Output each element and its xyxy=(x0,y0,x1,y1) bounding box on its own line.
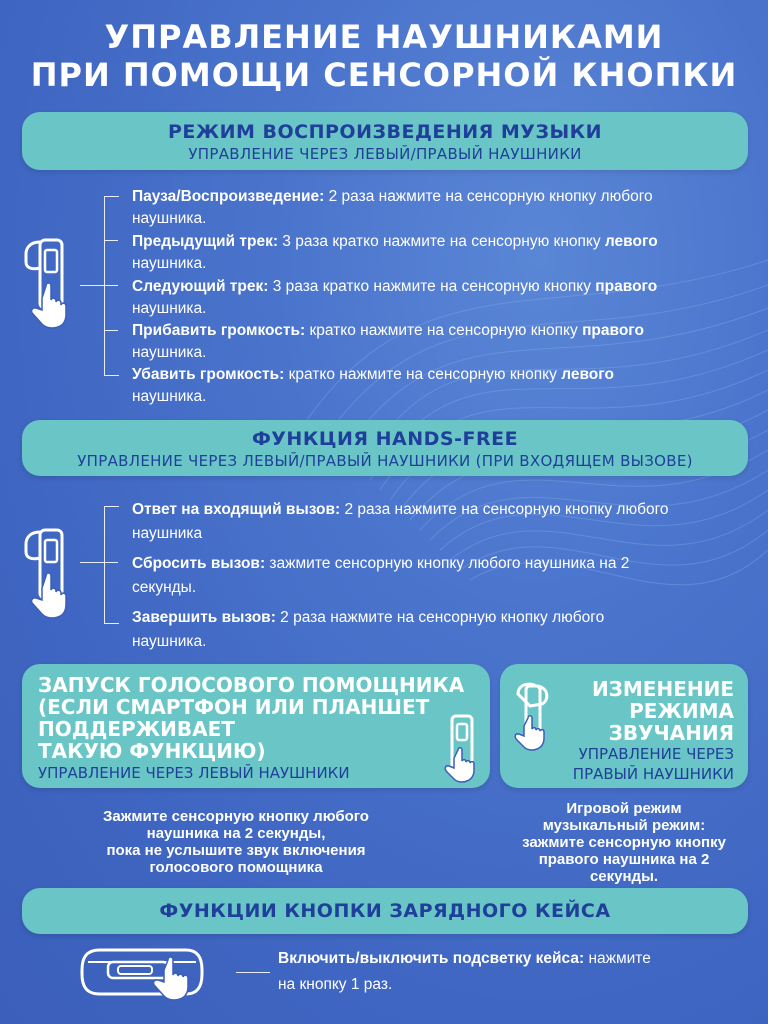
sound-mode-subtitle-line: УПРАВЛЕНИЕ ЧЕРЕЗ xyxy=(578,745,734,763)
voice-assistant-note-line: Зажмите сенсорную кнопку любого xyxy=(103,808,369,825)
handsfree-item-text: 2 раза нажмите на сенсорную кнопку любого xyxy=(275,609,605,626)
sound-mode-note-line: правого наушника на 2 xyxy=(538,851,710,868)
handsfree-item-cont: секунды. xyxy=(132,579,197,596)
voice-assistant-title-line: ТАКУЮ ФУНКЦИЮ) xyxy=(38,739,266,763)
handsfree-item-reject xyxy=(132,552,752,606)
case-item-label: Включить/выключить подсветку кейса: xyxy=(278,950,585,967)
music-item-text: 2 раза нажмите на сенсорную кнопку любого xyxy=(324,188,653,205)
voice-assistant-note xyxy=(56,808,416,876)
sound-mode-note xyxy=(500,800,748,885)
music-item-cont: наушника. xyxy=(132,210,207,227)
music-item-vol-up xyxy=(132,320,752,364)
sound-mode-note-line: Игровой режим xyxy=(566,800,682,817)
sound-mode-box xyxy=(500,664,748,788)
music-item-cont: наушника. xyxy=(132,388,207,405)
handsfree-item-text: зажмите сенсорную кнопку любого наушника на 2 xyxy=(265,555,630,572)
music-item-label: Предыдущий трек: xyxy=(132,233,278,250)
case-title: ФУНКЦИИ КНОПКИ ЗАРЯДНОГО КЕЙСА xyxy=(159,900,611,922)
handsfree-item-answer xyxy=(132,498,752,552)
handsfree-item-end xyxy=(132,606,752,660)
music-item-emph: левого xyxy=(561,366,614,383)
handsfree-item-label: Сбросить вызов: xyxy=(132,555,266,572)
sound-mode-note-line: секунды. xyxy=(589,868,659,885)
earbud-touch-icon xyxy=(438,714,486,784)
music-mode-title: РЕЖИМ ВОСПРОИЗВЕДЕНИЯ МУЗЫКИ xyxy=(167,121,603,143)
earbud-touch-icon xyxy=(22,526,80,622)
sound-mode-note-line: музыкальный режим: xyxy=(542,817,706,834)
sound-mode-title-line: ИЗМЕНЕНИЕ xyxy=(591,677,734,701)
handsfree-item-label: Завершить вызов: xyxy=(132,609,276,626)
music-item-label: Пауза/Воспроизведение: xyxy=(132,188,325,205)
hand-pointer-icon xyxy=(445,748,474,782)
music-bracket-tick xyxy=(104,240,118,241)
handsfree-connector xyxy=(80,562,104,563)
handsfree-item-label: Ответ на входящий вызов: xyxy=(132,501,341,518)
music-mode-subtitle: УПРАВЛЕНИЕ ЧЕРЕЗ ЛЕВЫЙ/ПРАВЫЙ НАУШНИКИ xyxy=(188,145,582,163)
music-item-cont: наушника. xyxy=(132,300,207,317)
sound-mode-title-line: ЗВУЧАНИЯ xyxy=(608,721,734,745)
sound-mode-subtitle-line: ПРАВЫЙ НАУШНИКИ xyxy=(572,765,734,783)
voice-assistant-note-line: наушника на 2 секунды, xyxy=(146,825,326,842)
music-bracket-tick xyxy=(104,285,118,286)
page-title xyxy=(0,18,768,94)
music-item-text: 3 раза кратко нажмите на сенсорную кнопку xyxy=(278,233,605,250)
handsfree-subtitle: УПРАВЛЕНИЕ ЧЕРЕЗ ЛЕВЫЙ/ПРАВЫЙ НАУШНИКИ (ПРИ ВХОДЯЩЕМ ВЫЗОВЕ) xyxy=(77,452,693,470)
handsfree-header xyxy=(22,420,748,476)
case-header xyxy=(22,888,748,934)
handsfree-controls-list xyxy=(132,498,752,660)
music-item-vol-down xyxy=(132,364,752,408)
case-item-text: нажмите xyxy=(584,950,651,967)
music-item-cont: наушника. xyxy=(132,255,207,272)
music-item-text: 3 раза кратко нажмите на сенсорную кнопку xyxy=(268,278,596,295)
music-item-pause xyxy=(132,186,752,231)
music-controls-list xyxy=(132,186,752,408)
earbud-touch-icon xyxy=(512,678,554,760)
page-title-line1: УПРАВЛЕНИЕ НАУШНИКАМИ xyxy=(104,18,664,56)
voice-assistant-note-line: голосового помощника xyxy=(149,859,323,876)
handsfree-bracket xyxy=(104,506,119,624)
handsfree-title: ФУНКЦИЯ HANDS-FREE xyxy=(251,428,519,450)
music-item-next xyxy=(132,276,752,320)
music-item-prev xyxy=(132,231,752,276)
handsfree-bracket-tick xyxy=(104,562,118,563)
handsfree-item-cont: наушника xyxy=(132,525,203,542)
voice-assistant-subtitle: УПРАВЛЕНИЕ ЧЕРЕЗ ЛЕВЫЙ НАУШНИКИ xyxy=(38,764,350,782)
music-item-emph: правого xyxy=(595,278,658,295)
sound-mode-title-line: РЕЖИМА xyxy=(629,699,734,723)
handsfree-item-cont: наушника. xyxy=(132,633,207,650)
music-item-cont: наушника. xyxy=(132,344,207,361)
case-item-cont: на кнопку 1 раз. xyxy=(278,976,393,993)
music-item-label: Прибавить громкость: xyxy=(132,322,306,339)
music-item-emph: левого xyxy=(604,233,658,250)
music-bracket-tick xyxy=(104,330,118,331)
music-item-text: кратко нажмите на сенсорную кнопку xyxy=(305,322,583,339)
music-connector xyxy=(80,285,104,286)
sound-mode-note-line: зажмите сенсорную кнопку xyxy=(522,834,726,851)
voice-assistant-title-line: ЗАПУСК ГОЛОСОВОГО ПОМОЩНИКА xyxy=(38,673,465,697)
music-mode-header xyxy=(22,112,748,170)
voice-assistant-title-line: ПОДДЕРЖИВАЕТ xyxy=(38,717,235,741)
voice-assistant-box xyxy=(22,664,490,788)
music-item-label: Убавить громкость: xyxy=(132,366,285,383)
music-item-text: кратко нажмите на сенсорную кнопку xyxy=(284,366,562,383)
charging-case-icon xyxy=(78,940,208,1004)
case-controls-list xyxy=(278,946,718,998)
page-title-line2: ПРИ ПОМОЩИ СЕНСОРНОЙ КНОПКИ xyxy=(30,56,738,94)
handsfree-item-text: 2 раза нажмите на сенсорную кнопку любого xyxy=(340,501,669,518)
voice-assistant-title-line: (ЕСЛИ СМАРТФОН ИЛИ ПЛАНШЕТ xyxy=(38,695,430,719)
music-item-label: Следующий трек: xyxy=(132,278,269,295)
earbud-touch-icon xyxy=(22,236,80,332)
voice-assistant-note-line: пока не услышите звук включения xyxy=(106,842,366,859)
case-connector xyxy=(236,972,270,973)
music-item-emph: правого xyxy=(582,322,645,339)
music-bracket xyxy=(104,196,119,376)
